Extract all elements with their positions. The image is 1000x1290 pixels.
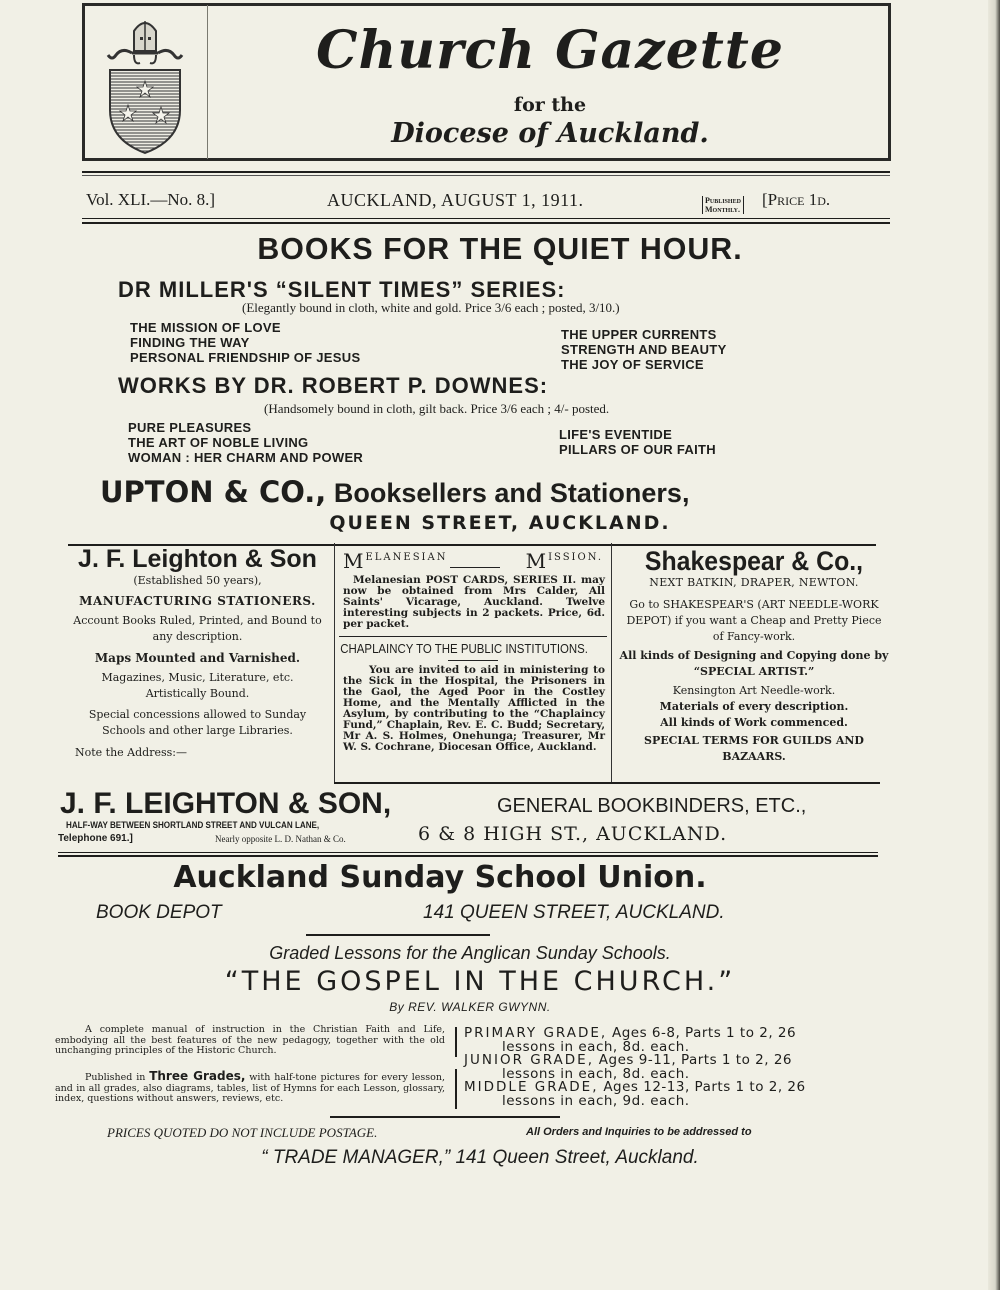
book-title: THE ART OF NOBLE LIVING [128, 435, 309, 450]
issue-rule-top [82, 171, 890, 173]
miller-list-left [130, 320, 360, 365]
book-title: FINDING THE WAY [130, 335, 250, 350]
shakespear-advert [614, 543, 894, 765]
shakespear-name: Shakespear & Co., [644, 546, 864, 576]
page-edge-shadow [988, 0, 1000, 1290]
bookbinders-address: 6 & 8 HIGH ST., AUCKLAND. [418, 823, 728, 845]
leighton-line: Magazines, Music, Literature, etc. Artistically Bound. [101, 671, 294, 700]
bookbinders-trade: GENERAL BOOKBINDERS, ETC., [497, 795, 807, 817]
bookbinders-location: HALF-WAY BETWEEN SHORTLAND STREET AND VULCAN LANE, [66, 820, 320, 831]
leighton-name: J. F. Leighton & Son [78, 545, 317, 573]
grades-divider [455, 1027, 457, 1057]
issue-rule-bottom [82, 218, 890, 219]
downes-price-note: (Handsomely bound in cloth, gilt back. Price 3/6 each ; 4/- posted. [264, 401, 610, 416]
grade-detail: Ages 12-13, Parts 1 to 2, 26 [603, 1079, 806, 1095]
leighton-trade: MANUFACTURING STATIONERS. [79, 594, 316, 608]
chaplaincy-heading: CHAPLAINCY TO THE PUBLIC INSTITUTIONS. [340, 641, 588, 656]
melanesian-mission-heading [335, 543, 611, 573]
shakespear-line: All kinds of Designing and Copying done by “SPECIAL ARTIST.” [619, 649, 889, 678]
shakespear-line: Go to SHAKESPEAR'S (ART NEEDLE-WORK DEPOT) if you want a Cheap and Pretty Piece of Fancy-work. [626, 598, 882, 643]
gazette-title: Church Gazette [316, 20, 784, 81]
book-title: PILLARS OF OUR FAITH [559, 442, 716, 457]
leighton-note-address: Note the Address:— [75, 746, 187, 759]
issue-price: [Price 1d. [762, 190, 831, 209]
heading-underline [450, 567, 500, 568]
shakespear-line: Materials of every description. [659, 700, 849, 713]
book-title: STRENGTH AND BEAUTY [561, 342, 727, 357]
graded-lessons-line: Graded Lessons for the Anglican Sunday Schools. [269, 943, 671, 963]
downes-list-right [559, 427, 716, 457]
bookbinders-name: J. F. LEIGHTON & SON, [60, 787, 392, 820]
section-rule [58, 855, 878, 857]
bookbinders-opposite: Nearly opposite L. D. Nathan & Co. [215, 834, 346, 844]
book-title: THE MISSION OF LOVE [130, 320, 281, 335]
heading-initial: M [525, 549, 549, 573]
volume-number: Vol. XLI.—No. 8.] [86, 190, 216, 209]
book-title: PERSONAL FRIENDSHIP OF JESUS [130, 350, 361, 365]
book-title: THE UPPER CURRENTS [561, 327, 717, 342]
miller-series-heading: DR MILLER'S “SILENT TIMES” SERIES: [118, 277, 566, 302]
leighton-established: (Established 50 years), [133, 574, 262, 587]
miller-price-note: (Elegantly bound in cloth, white and gold. Price 3/6 each ; posted, 3/10.) [242, 300, 620, 315]
gospel-description: A complete manual of instruction in the Christian Faith and Life, embodying all the best features of the new pedagogy, together with the old unchanging principles of the Historic Church. [55, 1024, 445, 1056]
issue-date: AUCKLAND, AUGUST 1, 1911. [327, 190, 584, 210]
shakespear-location: NEXT BATKIN, DRAPER, NEWTON. [649, 576, 859, 589]
chaplaincy-text: You are invited to aid in ministering to the Sick in the Hospital, the Prisoners in the Gaol, the Aged Poor in the Costley Home, and the Mentally Afflicted in the Asylum, by contributing to the “Chaplaincy Fund,” Chaplain, Rev. E. C. Budd; Secretary, Mr A. S. Holmes, Onehunga; Treasurer, Mr W. S. Cochrane, Diocesan Office, Auckland. [343, 664, 605, 753]
desc-text: with half-tone pictures for every lesson, and in all grades, also diagrams, tables, list of Hymns for each Lesson, glossary, index, questions without answers, reviews, etc. [55, 1072, 445, 1104]
published-monthly [702, 196, 744, 214]
masthead-divider [207, 5, 208, 159]
section-rule-thin [58, 852, 878, 853]
monthly-label: Monthly. [705, 205, 741, 214]
published-label: Published [705, 196, 741, 205]
issue-rule-top-thin [82, 175, 890, 176]
desc-text: Published in [85, 1072, 150, 1083]
gospel-author: By REV. WALKER GWYNN. [389, 1000, 551, 1014]
grade-name: MIDDLE GRADE, [464, 1079, 599, 1095]
miller-list-right [561, 327, 727, 372]
gospel-grades-description [55, 1071, 445, 1105]
melanesian-chaplaincy-column [334, 543, 612, 783]
book-depot-label: BOOK DEPOT [96, 902, 222, 923]
grade-lessons: lessons in each, 8d. each. [502, 1065, 690, 1082]
grade-detail: Ages 6-8, Parts 1 to 2, 26 [611, 1025, 797, 1041]
grade-detail: Ages 9-11, Parts 1 to 2, 26 [598, 1052, 793, 1068]
heading-rest: ELANESIAN [365, 552, 448, 563]
books-heading: BOOKS FOR THE QUIET HOUR. [257, 231, 743, 266]
leighton-line: Special concessions allowed to Sunday Schools and other large Libraries. [88, 708, 307, 737]
leighton-maps: Maps Mounted and Varnished. [94, 651, 301, 665]
book-depot-address: 141 QUEEN STREET, AUCKLAND. [423, 902, 725, 923]
shakespear-special-terms: SPECIAL TERMS FOR GUILDS AND BAZAARS. [644, 734, 864, 763]
gazette-subtitle: Diocese of Auckland. [391, 118, 709, 149]
upton-co-name: UPTON & CO., [100, 475, 327, 509]
leighton-advert [60, 543, 335, 761]
shakespear-line: Kensington Art Needle-work. [672, 684, 836, 697]
heading-rule [306, 934, 490, 936]
sunday-school-heading: Auckland Sunday School Union. [173, 860, 707, 895]
issue-rule-bottom-thick [82, 222, 890, 224]
leighton-line: Account Books Ruled, Printed, and Bound to any description. [73, 614, 322, 643]
upton-co-banner [100, 475, 689, 509]
book-title: PURE PLEASURES [128, 420, 252, 435]
book-title: THE JOY OF SERVICE [561, 357, 704, 372]
book-title: WOMAN : HER CHARM AND POWER [128, 450, 364, 465]
heading-rest: ISSION. [548, 552, 603, 563]
bookbinders-telephone: Telephone 691.] [58, 833, 133, 844]
grade-lessons: lessons in each, 9d. each. [502, 1092, 690, 1109]
three-grades-emphasis: Three Grades, [149, 1069, 246, 1083]
melanesian-postcards-text: Melanesian POST CARDS, SERIES II. may now be obtained from Mrs Calder, All Saints' Vicarage, Auckland. Twelve interesting subjects in 2 packets. Price, 6d. per packet. [343, 574, 605, 630]
trade-manager-address: “ TRADE MANAGER,” 141 Queen Street, Auckland. [261, 1147, 699, 1168]
heading-initial: M [343, 549, 366, 573]
upton-co-description: Booksellers and Stationers, [326, 478, 690, 508]
grades-divider [455, 1069, 457, 1109]
grade-name: JUNIOR GRADE, [464, 1052, 594, 1068]
grades-list [464, 1027, 806, 1108]
upton-co-address: QUEEN STREET, AUCKLAND. [329, 512, 671, 534]
footer-rule [330, 1116, 560, 1118]
grade-name: PRIMARY GRADE, [464, 1025, 608, 1041]
grade-lessons: lessons in each, 8d. each. [502, 1038, 690, 1055]
gospel-title: “THE GOSPEL IN THE CHURCH.” [224, 966, 736, 997]
downes-works-heading: WORKS BY DR. ROBERT P. DOWNES: [118, 373, 549, 398]
orders-note: All Orders and Inquiries to be addressed to [526, 1126, 752, 1138]
postage-note: PRICES QUOTED DO NOT INCLUDE POSTAGE. [107, 1125, 378, 1140]
downes-list-left [128, 420, 363, 465]
section-rule [334, 782, 880, 784]
shakespear-line: All kinds of Work commenced. [660, 716, 848, 729]
book-title: LIFE'S EVENTIDE [559, 427, 673, 442]
diocesan-coat-of-arms-icon [104, 15, 186, 155]
gazette-subtitle-small: for the [513, 94, 587, 116]
